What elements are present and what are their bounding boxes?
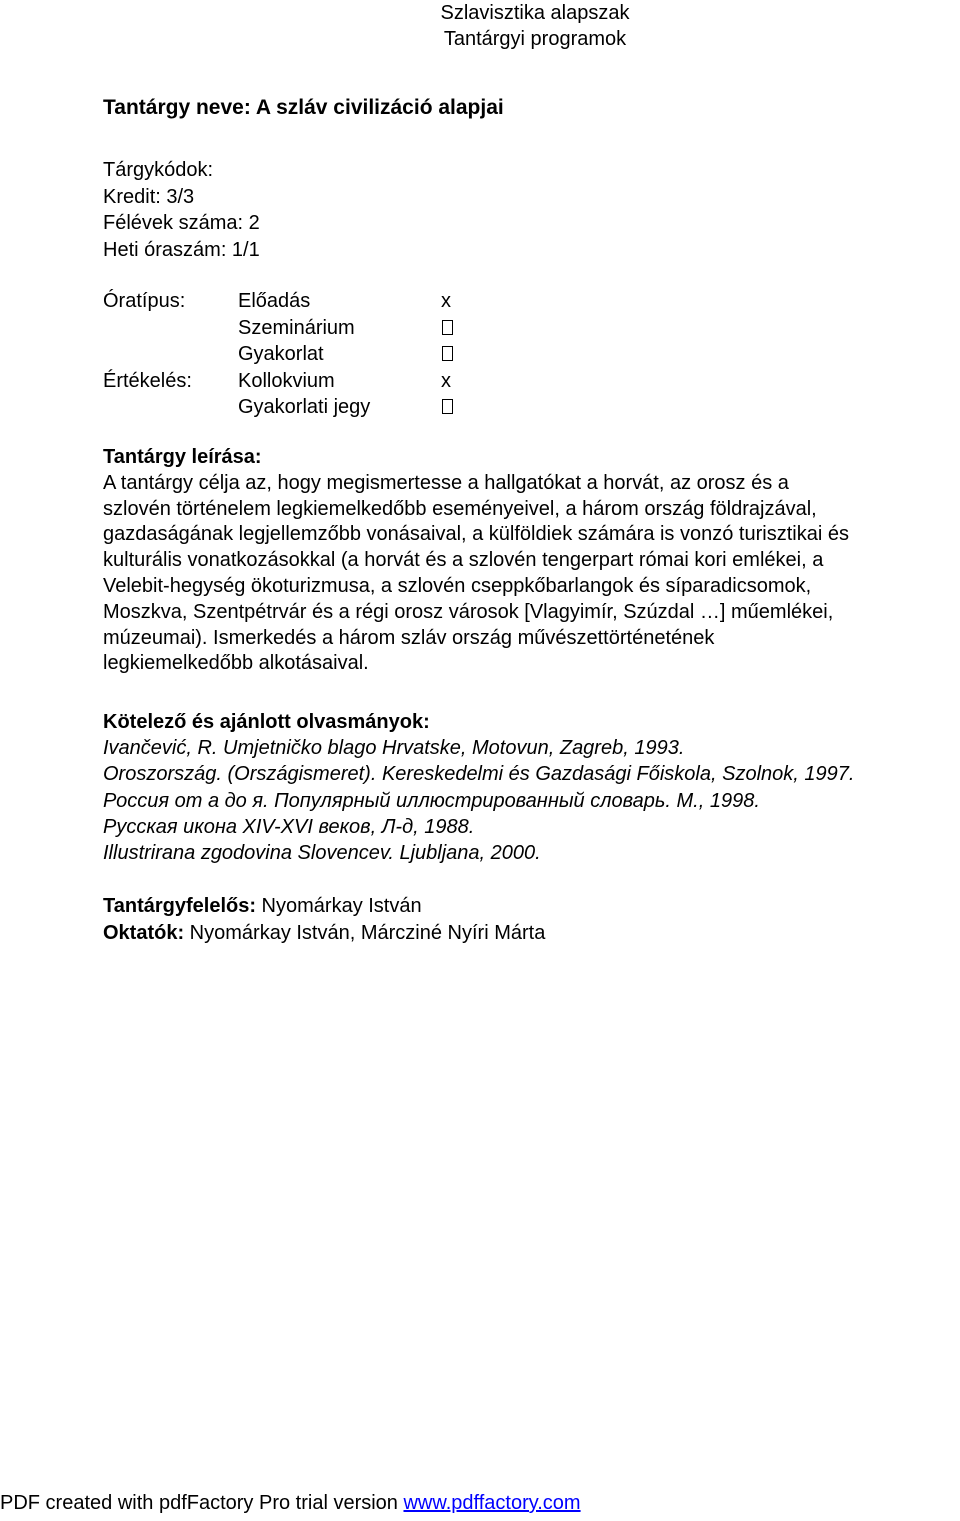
reading-item: Русская икона XIV-XVI веков, Л-д, 1988. — [103, 815, 475, 838]
course-staff — [103, 893, 545, 946]
description-line: múzeumai). Ismerkedés a három szláv ország művészettörténetének — [103, 626, 715, 649]
document-header — [0, 0, 960, 52]
evaluation-label: Értékelés: — [103, 369, 192, 392]
course-codes: Tárgykódok: — [103, 159, 214, 181]
description-heading: Tantárgy leírása: — [103, 446, 262, 468]
instructors-label: Oktatók: — [103, 921, 185, 944]
pdf-footer — [0, 1492, 581, 1515]
document-type: Tantárgyi programok — [443, 28, 627, 50]
course-description — [103, 445, 960, 677]
reading-item: Oroszország. (Országismeret). Kereskedelmi és Gazdasági Főiskola, Szolnok, 1997. — [103, 763, 855, 786]
course-semesters: Félévek száma: 2 — [103, 212, 260, 234]
reading-item: Illustrirana zgodovina Slovencev. Ljubljana, 2000. — [103, 842, 541, 865]
pdffactory-link[interactable]: www.pdffactory.com — [403, 1492, 581, 1514]
option-gyakorlat: Gyakorlat — [238, 343, 324, 365]
course-title: Tantárgy neve: A szláv civilizáció alapjai — [103, 96, 504, 119]
reading-item: Россия от а до я. Популярный иллюстрированный словарь. М., 1998. — [103, 789, 760, 812]
mark-kollokvium: x — [441, 369, 451, 392]
program-name: Szlavisztika alapszak — [440, 2, 630, 24]
reading-heading: Kötelező és ajánlott olvasmányok: — [103, 711, 430, 733]
class-type-label: Óratípus: — [103, 290, 186, 312]
mark-eloadas: x — [441, 290, 451, 312]
responsible-label: Tantárgyfelelős: — [103, 895, 256, 917]
description-line: Velebit-hegység ökoturizmusa, a szlovén cseppkőbarlangok és síparadicsomok, — [103, 574, 812, 597]
description-line: szlovén történelem legkiemelkedőbb eseményeivel, a három ország földrajzával, — [103, 497, 817, 520]
unchecked-box-icon — [441, 315, 453, 342]
unchecked-box-icon — [441, 341, 453, 368]
instructors-row — [103, 920, 545, 947]
footer-text: PDF created with pdfFactory Pro trial version — [0, 1492, 404, 1514]
description-line: Moszkva, Szentpétrvár és a régi orosz városok [Vlagyimír, Szúzdal …] műemlékei, — [103, 600, 834, 623]
option-kollokvium: Kollokvium — [238, 369, 335, 392]
option-szeminarium: Szeminárium — [238, 316, 355, 339]
responsible-name: Nyomárkay István — [256, 895, 422, 917]
description-line: A tantárgy célja az, hogy megismertesse a hallgatókat a horvát, az orosz és a — [103, 471, 789, 494]
description-line: gazdaságának legjellemzőbb vonásaival, a külföldiek számára is vonzó turisztikai és — [103, 523, 849, 546]
description-line: kulturális vonatkozásokkal (a horvát és a szlovén tengerpart római kori emlékei, a — [103, 549, 824, 572]
reading-list — [103, 709, 960, 866]
option-gyakorlati-jegy: Gyakorlati jegy — [238, 396, 371, 418]
reading-item: Ivančević, R. Umjetničko blago Hrvatske, Motovun, Zagreb, 1993. — [103, 737, 685, 760]
course-credit: Kredit: 3/3 — [103, 185, 195, 208]
responsible-row — [103, 893, 545, 920]
description-line: legkiemelkedőbb alkotásaival. — [103, 652, 369, 675]
instructors-names: Nyomárkay István, Márcziné Nyíri Márta — [184, 921, 546, 944]
unchecked-box-icon — [441, 394, 453, 421]
course-meta — [103, 157, 260, 263]
course-weekly-hours: Heti óraszám: 1/1 — [103, 238, 260, 261]
option-eloadas: Előadás — [238, 290, 311, 312]
